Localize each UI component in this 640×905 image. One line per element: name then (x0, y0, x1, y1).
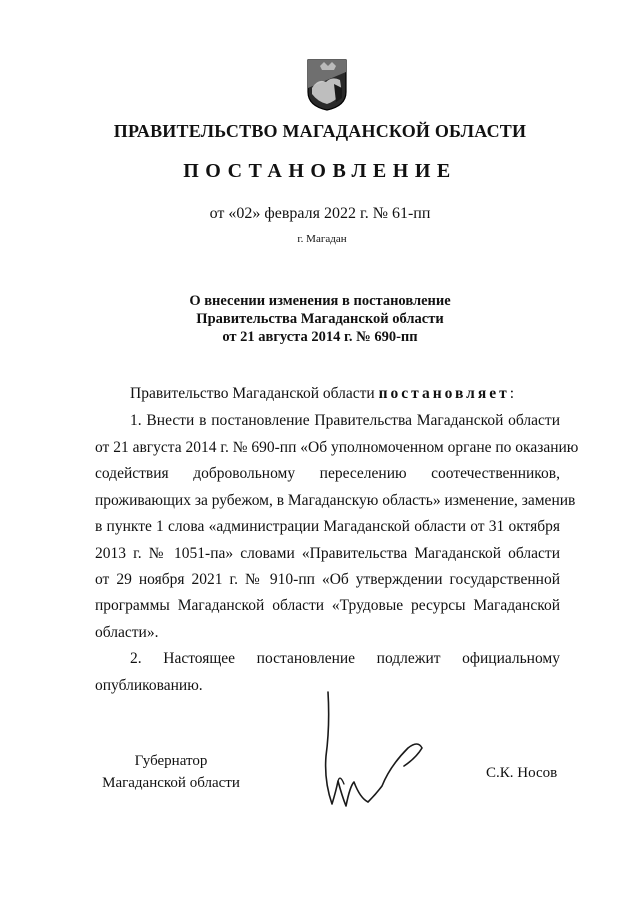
item2-line: опубликованию. (95, 677, 203, 694)
intro-prefix: Правительство Магаданской области (130, 385, 375, 402)
signatory-position-line: Магаданской области (102, 775, 240, 791)
intro-verb: постановляет (378, 385, 510, 402)
item1-line: содействия добровольному переселению соотечественников, (95, 465, 560, 482)
item1-line: 1. Внести в постановление Правительства Магаданской области (130, 412, 560, 429)
subject-line: от 21 августа 2014 г. № 690-пп (222, 329, 418, 345)
item1-line: в пункте 1 слова «администрации Магаданской области от 31 октября (95, 518, 560, 535)
document-date-number: от «02» февраля 2022 г. № 61-пп (209, 205, 431, 222)
document-subject (0, 292, 640, 346)
signatory-position (96, 750, 246, 794)
coat-of-arms-icon (306, 58, 348, 112)
signatory-name: С.К. Носов (486, 765, 558, 781)
item1-line: от 21 августа 2014 г. № 690-пп «Об уполномоченном органе по оказанию (95, 439, 579, 456)
item1-line: программы Магаданской области «Трудовые ресурсы Магаданской (95, 597, 560, 614)
item1-line: проживающих за рубежом, в Магаданскую область» изменение, заменив (95, 492, 576, 509)
subject-line: О внесении изменения в постановление (189, 293, 451, 309)
handwritten-signature (318, 686, 438, 811)
item1-line: от 29 ноября 2021 г. № 910-пп «Об утверждении государственной (95, 571, 560, 588)
document-city: г. Магадан (297, 233, 347, 245)
signatory-position-line: Губернатор (134, 753, 208, 769)
subject-line: Правительства Магаданской области (196, 311, 444, 327)
item1-line: области». (95, 624, 159, 641)
intro-paragraph (130, 385, 514, 403)
government-title: ПРАВИТЕЛЬСТВО МАГАДАНСКОЙ ОБЛАСТИ (113, 121, 527, 141)
intro-suffix: : (509, 385, 515, 402)
item1-line: 2013 г. № 1051-па» словами «Правительства Магаданской области (95, 545, 560, 562)
item2-line: 2. Настоящее постановление подлежит официальному (130, 650, 560, 667)
document-type: ПОСТАНОВЛЕНИЕ (183, 160, 457, 182)
